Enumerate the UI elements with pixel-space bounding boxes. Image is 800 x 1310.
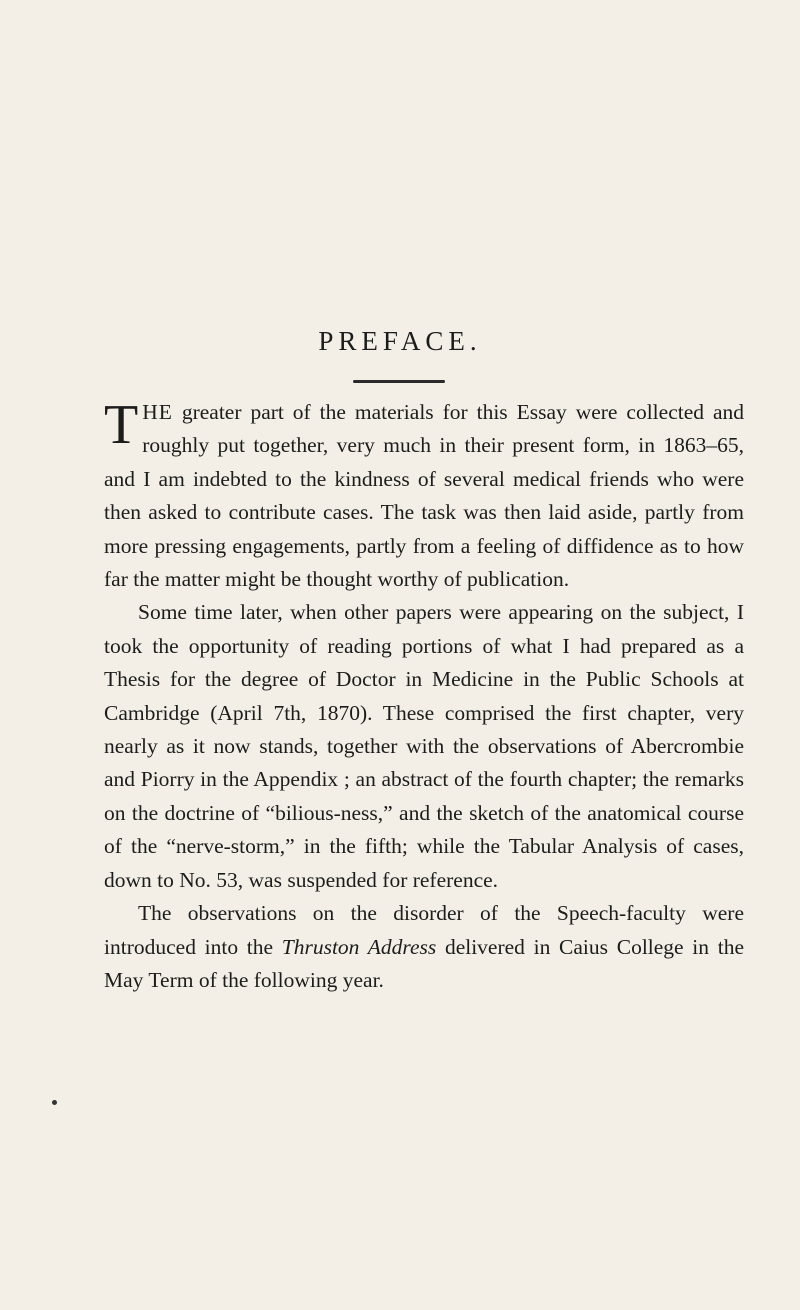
paragraph-1-text: greater part of the materials for this Essay were collected and roughly put together, very much in their present form, in 1863–65, and I am indebted to the kindness of several medical friends who were then asked to contribute cases. The task was then laid aside, partly from more pressing engagements, partly from a feeling of diffidence as to how far the matter might be thought worthy of publication. <box>104 400 744 592</box>
page-title: PREFACE. <box>318 326 482 356</box>
margin-mark <box>52 1100 57 1105</box>
paragraph-1 <box>104 396 744 596</box>
drop-cap: T <box>104 394 139 456</box>
paragraph-2 <box>104 596 744 897</box>
opening-word: HE <box>142 400 173 424</box>
preface-body <box>104 396 744 997</box>
paragraph-3-text-a: The observations on the disorder of the Speech-faculty were introduced into the <box>104 901 744 959</box>
title-rule <box>353 380 445 383</box>
thruston-address-title: Thruston Address <box>281 934 437 959</box>
paragraph-3 <box>104 897 744 997</box>
paragraph-2-text: Some time later, when other papers were appearing on the subject, I took the opportunity of reading portions of what I had prepared as a Thesis for the degree of Doctor in Medicine in the Public Schools at Cambridge (April 7th, 1870). These comprised the first chapter, very nearly as it now stands, together with the observations of Abercrombie and Piorry in the Appendix ; an abstract of the fourth chapter; the remarks on the doctrine of “bilious-ness,” and the sketch of the anatomical course of the “nerve-storm,” in the fifth; while the Tabular Analysis of cases, down to No. 53, was suspended for reference. <box>104 600 744 892</box>
paragraph-3-text-b: delivered in Caius College in the May Term of the following year. <box>104 934 744 992</box>
